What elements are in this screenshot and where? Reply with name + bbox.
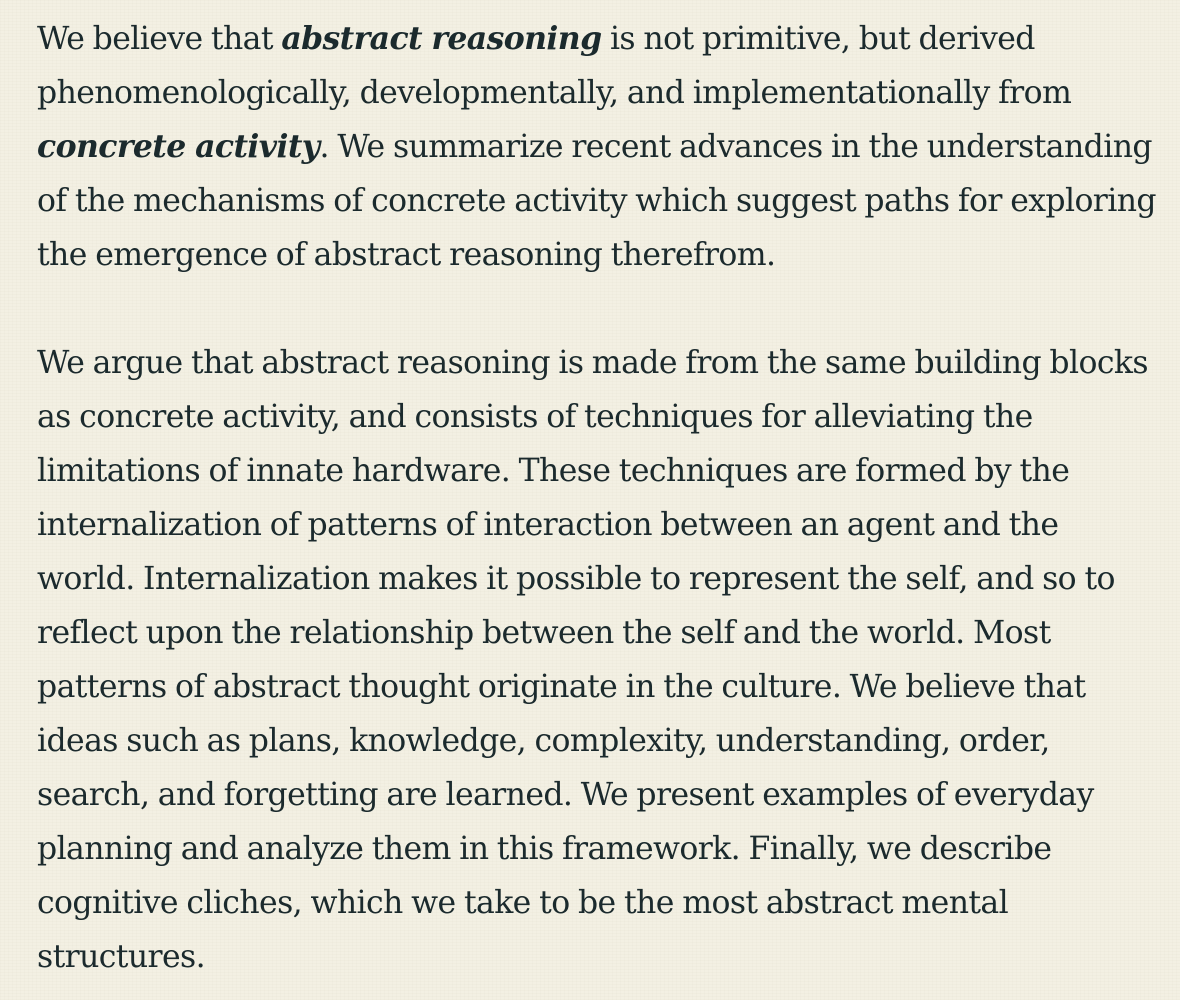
paragraph-1-end: . We summarize recent advances in the understanding of the mechanisms of concrete activity which suggest paths for exploring the emergence of abstract reasoning therefrom. [37,129,1156,273]
abstract-paragraph-1 [37,12,1162,282]
paragraph-1-middle: is not primitive, but derived phenomenologically, developmentally, and implementationally from [37,21,1072,111]
emphasis-abstract-reasoning: abstract reasoning [281,20,602,57]
abstract-paragraph-2: We argue that abstract reasoning is made from the same building blocks as concrete activity, and consists of techniques for alleviating the limitations of innate hardware. These techniques are formed by the internalization of patterns of interaction between an agent and the world. Internalization makes it possible to represent the self, and so to reflect upon the relationship between the self and the world. Most patterns of abstract thought originate in the culture. We believe that ideas such as plans, knowledge, complexity, understanding, order, search, and forgetting are learned. We present examples of everyday planning and analyze them in this framework. Finally, we describe cognitive cliches, which we take to be the most abstract mental structures. [37,345,1148,975]
abstract-text [37,12,1162,984]
emphasis-concrete-activity: concrete activity [37,128,320,165]
paragraph-1-intro: We believe that [37,21,282,57]
